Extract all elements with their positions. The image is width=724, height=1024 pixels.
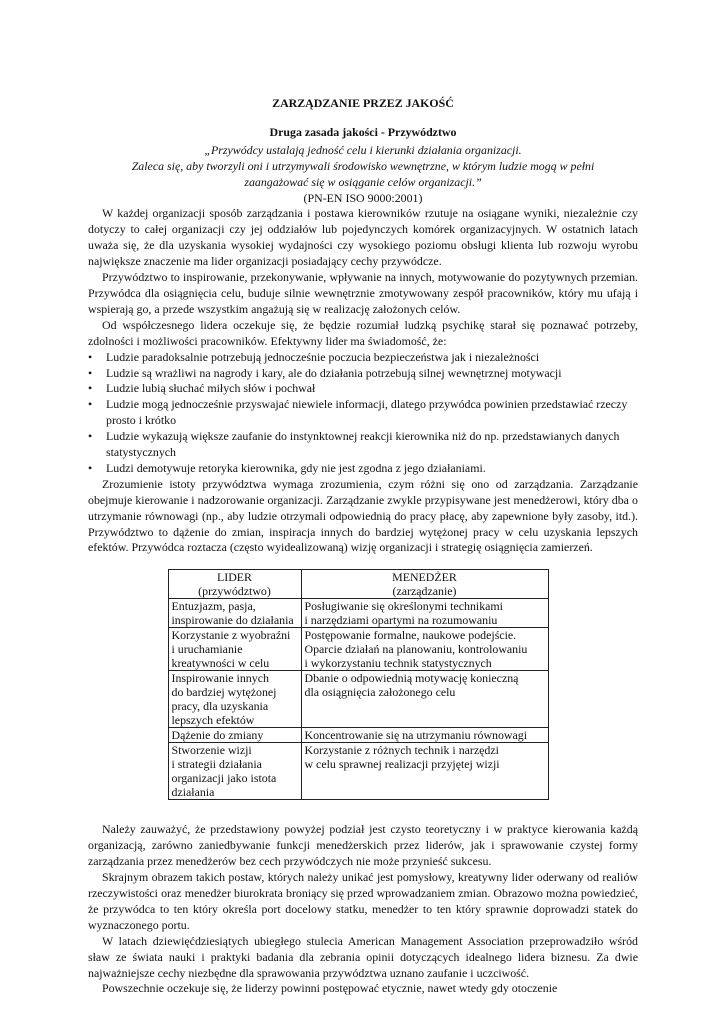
bullet-marker: • (88, 381, 93, 396)
bullet-item (88, 461, 638, 477)
quote-line: „Przywódcy ustalają jedność celu i kierunki działania organizacji. (204, 142, 522, 157)
body-paragraph: Zrozumienie istoty przywództwa wymaga zrozumienia, czym różni się ono od zarządzania. Zarządzanie obejmuje kierowanie i nadzorowanie organizacji. Zarządzanie zwykle przypisywane jest menedżerowi, który dba o utrzymanie równowagi (np., aby ludzie otrzymali odpowiednią do pracy płacę, aby zapewnione były zasoby, itd.). Przywództwo to dążenie do zmian, inspiracja innych do bardziej wytężonej pracy w celu uzyskania lepszych efektów. Przywódca roztacza (często wyidealizowaną) wizję organizacji i strategię osiągnięcia zamierzeń. (88, 476, 638, 555)
bullet-text: Ludzie lubią słuchać miłych słów i pochwał (106, 381, 316, 396)
table-row (168, 628, 548, 671)
table-header-row (168, 570, 548, 599)
header-leader: LIDER (przywództwo) (168, 570, 301, 599)
leader-manager-table (168, 569, 549, 800)
epigraph-quote (88, 143, 638, 191)
bullet-list (88, 350, 638, 477)
bullet-item (88, 381, 638, 397)
document-subtitle: Druga zasada jakości - Przywództwo (269, 124, 457, 139)
leader-cell: Stworzenie wizji i strategii działania organizacji jako istota działania (168, 743, 301, 800)
bullet-text: Ludzie mogą jednocześnie przyswajać niewiele informacji, dlatego przywódca powinien przedstawiać rzeczy prosto i krótko (106, 397, 628, 428)
quote-line: zaangażować się w osiąganie celów organizacji.” (244, 174, 482, 189)
body-paragraph: W każdej organizacji sposób zarządzania i postawa kierowników rzutuje na osiągane wyniki, niezależnie czy dotyczy to całej organizacji czy jej oddziałów lub pojedynczych komórek organizacyjnych. W ostatnich latach uważa się, że dla uzyskania wysokiej wydajności czy wysokiego poziomu obsługi klienta lub rozwoju wyrobu największe znaczenie ma lider organizacji posiadający cechy przywódcze. (88, 206, 638, 269)
leader-cell: Dążenie do zmiany (168, 728, 301, 743)
bullet-item (88, 429, 638, 461)
manager-cell: Dbanie o odpowiednią motywację konieczną dla osiągnięcia założonego celu (301, 671, 548, 728)
body-paragraph: Skrajnym obrazem takich postaw, których należy unikać jest pomysłowy, kreatywny lider oderwany od realiów rzeczywistości oraz menedżer biurokrata broniący się przed wprowadzaniem zmian. Obrazowo można powiedzieć, że przywódca to ten który określa port docelowy statku, menedżer to ten który sprawnie doprowadzi statek do wyznaczonego portu. (88, 870, 638, 932)
comparison-table-wrapper (88, 569, 638, 800)
bullet-marker: • (88, 429, 93, 444)
bullet-item (88, 350, 638, 366)
body-paragraph: Od współczesnego lidera oczekuje się, że będzie rozumiał ludzką psychikę starał się poznawać potrzeby, zdolności i możliwości pracowników. Efektywny lider ma świadomość, że: (88, 317, 638, 348)
body-paragraph: Należy zauważyć, że przedstawiony powyżej podział jest czysto teoretyczny i w praktyce kierowania każdą organizacją, zarówno zaniedbywanie funkcji menedżerskich przez liderów, jak i sprawowanie czystej formy zarządzania przez menedżerów bez cech przywódczych nie może przynieść sukcesu. (88, 822, 638, 869)
header-manager: MENEDŻER (zarządzanie) (301, 570, 548, 599)
body-paragraph: Przywództwo to inspirowanie, przekonywanie, wpływanie na innych, motywowanie do pozytywnych przemian. Przywódca dla osiągnięcia celu, buduje silnie wewnętrznie zmotywowany zespół pracowników, który mu ufają i wspierają go, a przede wszystkim angażują się w realizację założonych celów. (88, 270, 638, 316)
table-row (168, 728, 548, 743)
table-row (168, 671, 548, 728)
bullet-marker: • (88, 397, 93, 412)
clipped-cell-content: Inspirowanie innych do bardziej wytężonej pracy, dla uzyskania lepszych efektów (171, 671, 277, 728)
bullet-text: Ludzie wykazują większe zaufanie do instynktownej reakcji kierownika niż do np. przedstawianych danych statystycznych (106, 429, 620, 460)
bullet-item (88, 397, 638, 429)
leader-cell (168, 671, 301, 728)
bullet-marker: • (88, 460, 93, 475)
manager-cell: Posługiwanie się określonymi technikami i narzędziami opartymi na rozumowaniu (301, 599, 548, 628)
table-row (168, 599, 548, 628)
body-paragraph: W latach dziewięćdziesiątych ubiegłego stulecia American Management Association przeprowadziło wśród sław ze świata nauki i praktyki badania dla zebrania opinii dotyczących idealnego lidera biznesu. Za dwie najważniejsze cechy niezbędne dla sprawowania przywództwa uznano zaufanie i uczciwość. (88, 933, 638, 980)
bullet-text: Ludzie są wrażliwi na nagrody i kary, ale do działania potrzebują silnej wewnętrznej motywacji (106, 365, 562, 380)
document-title: ZARZĄDZANIE PRZEZ JAKOŚĆ (272, 96, 454, 110)
document-page (88, 96, 638, 997)
table-row (168, 743, 548, 800)
quote-line: Zaleca się, aby tworzyli oni i utrzymywali środowisko wewnętrzne, w którym ludzie mogą w pełni (131, 158, 595, 173)
body-paragraph: Powszechnie oczekuje się, że liderzy powinni postępować etycznie, nawet wtedy gdy otoczenie (102, 981, 558, 996)
manager-cell: Koncentrowanie się na utrzymaniu równowagi (301, 728, 548, 743)
bullet-marker: • (88, 349, 93, 364)
bullet-marker: • (88, 365, 93, 380)
quote-source: (PN-EN ISO 9000:2001) (303, 190, 423, 205)
leader-cell: Entuzjazm, pasja, inspirowanie do działania (168, 599, 301, 628)
leader-cell: Korzystanie z wyobraźni i uruchamianie kreatywności w celu (168, 628, 301, 671)
bullet-item (88, 366, 638, 382)
manager-cell: Korzystanie z różnych technik i narzędzi w celu sprawnej realizacji przyjętej wizji (301, 743, 548, 800)
manager-cell: Postępowanie formalne, naukowe podejście. Oparcie działań na planowaniu, kontrolowaniu i wykorzystaniu technik statystycznych (301, 628, 548, 671)
bullet-text: Ludzi demotywuje retoryka kierownika, gdy nie jest zgodna z jego działaniami. (106, 460, 486, 475)
bullet-text: Ludzie paradoksalnie potrzebują jednocześnie poczucia bezpieczeństwa jak i niezależności (106, 349, 540, 364)
